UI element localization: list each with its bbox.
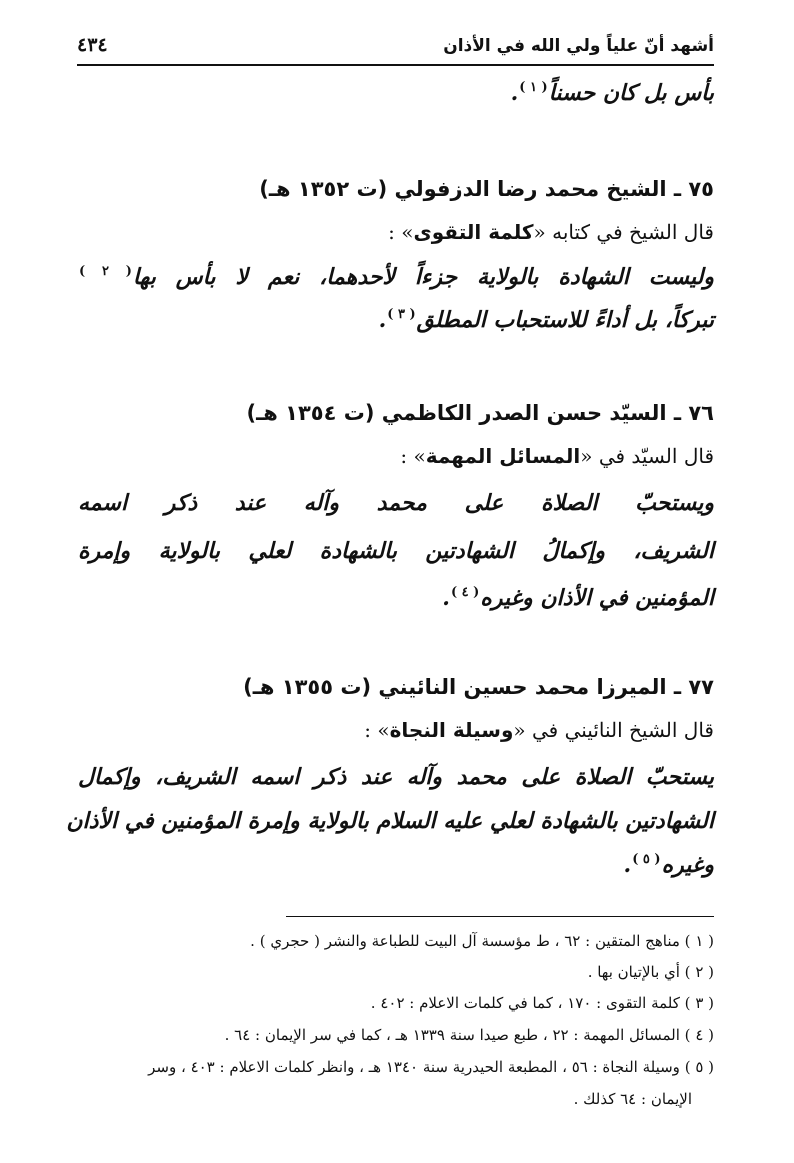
- carryover-text: بأس بل كان حسناً: [548, 80, 714, 106]
- quote-text: وليست الشهادة بالولاية جزءاً لأحدهما، نعم لا بأس بها: [132, 264, 715, 290]
- book-title-wasilat-alnajat: وسيلة النجاة: [389, 718, 514, 742]
- footnote-ref-4: ( ٤ ): [450, 585, 480, 600]
- carryover-line: [78, 80, 714, 106]
- book-title-kalimat-altaqwa: كلمة التقوى: [413, 220, 534, 244]
- quote-line-77-1: يستحبّ الصلاة على محمد وآله عند ذكر اسمه الشريف، وإكمال: [78, 764, 714, 790]
- section-heading-76: ٧٦ ـ السيّد حسن الصدر الكاظمي (ت ١٣٥٤ هـ): [246, 401, 714, 425]
- end-period: .: [623, 852, 632, 878]
- page-number: ٤٣٤: [77, 34, 108, 56]
- footnote-4: ( ٤ ) المسائل المهمة : ٢٢ ، طبع صيدا سنة ١٣٣٩ هـ ، كما في سر الإيمان : ٦٤ .: [224, 1026, 714, 1044]
- section-intro-76: [78, 444, 714, 468]
- quote-line-76-1: ويستحبّ الصلاة على محمد وآله عند ذكر اسمه: [78, 490, 714, 516]
- footnote-ref-5: ( ٥ ): [632, 852, 661, 867]
- quote-text: تبركاً، بل أداءً للاستحباب المطلق: [416, 307, 714, 333]
- quote-line-75-1: [78, 264, 714, 290]
- section-intro-77: [78, 718, 714, 742]
- quote-line-77-3: [78, 852, 714, 878]
- intro-suffix: » :: [364, 718, 390, 742]
- quote-text: المؤمنين في الأذان وغيره: [480, 585, 714, 611]
- section-heading-75: ٧٥ ـ الشيخ محمد رضا الدزفولي (ت ١٣٥٢ هـ): [259, 177, 714, 201]
- footnote-3: ( ٣ ) كلمة التقوى : ١٧٠ ، كما في كلمات الاعلام : ٤٠٢ .: [370, 994, 714, 1012]
- footnote-ref-1: ( ١ ): [519, 80, 548, 95]
- footnote-2: ( ٢ ) أي بالإتيان بها .: [587, 963, 714, 981]
- intro-prefix: قال الشيخ النائيني في «: [513, 718, 714, 742]
- intro-prefix: قال السيّد في «: [580, 444, 714, 468]
- quote-text: وغيره: [661, 852, 714, 878]
- running-header: [77, 30, 714, 66]
- end-period: .: [442, 585, 450, 611]
- intro-suffix: » :: [388, 220, 414, 244]
- section-intro-75: [78, 220, 714, 244]
- intro-prefix: قال الشيخ في كتابه «: [533, 220, 714, 244]
- footnote-5-continuation: الإيمان : ٦٤ كذلك .: [573, 1090, 692, 1108]
- end-period: .: [378, 307, 387, 333]
- quote-line-77-2: الشهادتين بالشهادة لعلي عليه السلام بالولاية وإمرة المؤمنين في الأذان: [66, 808, 714, 834]
- footnote-separator: [286, 916, 714, 917]
- intro-suffix: » :: [400, 444, 426, 468]
- end-period: .: [510, 80, 519, 106]
- quote-line-76-2: الشريف، وإكمالُ الشهادتين بالشهادة لعلي بالولاية وإمرة: [78, 538, 714, 564]
- book-title-almasail-almuhimma: المسائل المهمة: [425, 444, 581, 468]
- footnote-ref-3: ( ٣ ): [387, 307, 416, 322]
- quote-line-75-2: [78, 307, 714, 333]
- running-header-title: أشهد أنّ علياً ولي الله في الأذان: [443, 36, 714, 56]
- quote-line-76-3: [78, 585, 714, 611]
- footnote-ref-2: ( ٢ ): [79, 264, 132, 279]
- section-heading-77: ٧٧ ـ الميرزا محمد حسين النائيني (ت ١٣٥٥ هـ): [243, 675, 714, 699]
- footnote-5: ( ٥ ) وسيلة النجاة : ٥٦ ، المطبعة الحيدرية سنة ١٣٤٠ هـ ، وانظر كلمات الاعلام : ٤٠٣ ، وسر: [148, 1058, 714, 1076]
- footnote-1: ( ١ ) مناهج المتقين : ٦٢ ، ط مؤسسة آل البيت للطباعة والنشر ( حجري ) .: [250, 932, 714, 950]
